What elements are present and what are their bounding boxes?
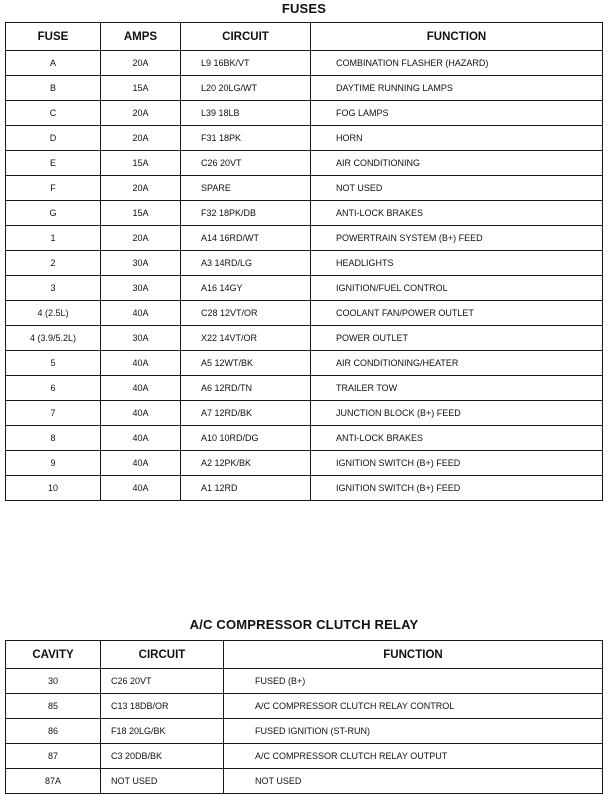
amps-column-header: AMPS [101,23,181,51]
circuit-cell: L20 20LG/WT [181,76,311,101]
fuse-row [6,376,603,401]
function-cell: DAYTIME RUNNING LAMPS [311,76,603,101]
fuse-row [6,101,603,126]
function-cell: NOT USED [311,176,603,201]
fuse-cell: G [6,201,101,226]
fuse-row [6,226,603,251]
relay-row [6,769,603,794]
circuit-cell: A2 12PK/BK [181,451,311,476]
fuse-column-header: FUSE [6,23,101,51]
function-cell: ANTI-LOCK BRAKES [311,201,603,226]
amps-cell: 20A [101,176,181,201]
fuse-row [6,176,603,201]
relay-function-cell: A/C COMPRESSOR CLUTCH RELAY CONTROL [224,694,603,719]
amps-cell: 20A [101,126,181,151]
amps-cell: 40A [101,301,181,326]
function-cell: COMBINATION FLASHER (HAZARD) [311,51,603,76]
fuse-row [6,76,603,101]
circuit-cell: L9 16BK/VT [181,51,311,76]
relay-row [6,719,603,744]
fuse-cell: 10 [6,476,101,501]
relay-circuit-cell: C3 20DB/BK [101,744,224,769]
amps-cell: 15A [101,201,181,226]
amps-cell: 40A [101,476,181,501]
relay-function-cell: FUSED (B+) [224,669,603,694]
circuit-cell: A3 14RD/LG [181,251,311,276]
amps-cell: 40A [101,426,181,451]
fuse-cell: 2 [6,251,101,276]
cavity-cell: 86 [6,719,101,744]
fuse-cell: 9 [6,451,101,476]
fuse-cell: F [6,176,101,201]
fuse-row [6,351,603,376]
fuse-cell: E [6,151,101,176]
function-cell: IGNITION/FUEL CONTROL [311,276,603,301]
function-cell: TRAILER TOW [311,376,603,401]
relay-function-cell: A/C COMPRESSOR CLUTCH RELAY OUTPUT [224,744,603,769]
fuse-cell: 1 [6,226,101,251]
relay-row [6,669,603,694]
relay-circuit-cell: C26 20VT [101,669,224,694]
fuse-row [6,426,603,451]
function-cell: IGNITION SWITCH (B+) FEED [311,476,603,501]
circuit-cell: A16 14GY [181,276,311,301]
circuit-cell: A5 12WT/BK [181,351,311,376]
fuse-row [6,451,603,476]
fuse-cell: C [6,101,101,126]
amps-cell: 40A [101,451,181,476]
cavity-cell: 87A [6,769,101,794]
fuses-table [5,22,603,501]
relay-table [5,640,603,794]
function-cell: FOG LAMPS [311,101,603,126]
relay-header-row [6,641,603,669]
amps-cell: 30A [101,326,181,351]
relay-circuit-cell: C13 18DB/OR [101,694,224,719]
cavity-column-header: CAVITY [6,641,101,669]
circuit-cell: X22 14VT/OR [181,326,311,351]
fuse-row [6,251,603,276]
fuse-cell: 5 [6,351,101,376]
fuse-cell: 7 [6,401,101,426]
function-cell: POWERTRAIN SYSTEM (B+) FEED [311,226,603,251]
fuse-cell: 6 [6,376,101,401]
function-column-header: FUNCTION [311,23,603,51]
amps-cell: 40A [101,351,181,376]
relay-function-cell: NOT USED [224,769,603,794]
fuse-cell: B [6,76,101,101]
relay-title: A/C COMPRESSOR CLUTCH RELAY [189,617,419,632]
circuit-cell: A6 12RD/TN [181,376,311,401]
amps-cell: 15A [101,151,181,176]
function-cell: POWER OUTLET [311,326,603,351]
amps-cell: 15A [101,76,181,101]
fuse-row [6,276,603,301]
fuse-cell: 4 (3.9/5.2L) [6,326,101,351]
relay-circuit-column-header: CIRCUIT [101,641,224,669]
amps-cell: 20A [101,226,181,251]
relay-circuit-cell: F18 20LG/BK [101,719,224,744]
fuse-cell: D [6,126,101,151]
function-cell: JUNCTION BLOCK (B+) FEED [311,401,603,426]
circuit-cell: F31 18PK [181,126,311,151]
fuse-row [6,476,603,501]
amps-cell: 20A [101,51,181,76]
fuse-row [6,51,603,76]
fuse-row [6,401,603,426]
circuit-cell: SPARE [181,176,311,201]
cavity-cell: 87 [6,744,101,769]
circuit-cell: C28 12VT/OR [181,301,311,326]
relay-circuit-cell: NOT USED [101,769,224,794]
function-cell: HEADLIGHTS [311,251,603,276]
fuses-title: FUSES [281,1,327,16]
circuit-cell: F32 18PK/DB [181,201,311,226]
fuse-cell: 8 [6,426,101,451]
function-cell: AIR CONDITIONING [311,151,603,176]
fuse-cell: A [6,51,101,76]
circuit-cell: L39 18LB [181,101,311,126]
circuit-cell: A10 10RD/DG [181,426,311,451]
function-cell: AIR CONDITIONING/HEATER [311,351,603,376]
relay-function-column-header: FUNCTION [224,641,603,669]
amps-cell: 30A [101,251,181,276]
fuse-row [6,126,603,151]
function-cell: ANTI-LOCK BRAKES [311,426,603,451]
function-cell: IGNITION SWITCH (B+) FEED [311,451,603,476]
fuse-cell: 3 [6,276,101,301]
circuit-cell: A14 16RD/WT [181,226,311,251]
fuse-row [6,151,603,176]
relay-row [6,694,603,719]
fuse-row [6,301,603,326]
fuse-cell: 4 (2.5L) [6,301,101,326]
amps-cell: 20A [101,101,181,126]
relay-row [6,744,603,769]
fuse-row [6,326,603,351]
amps-cell: 40A [101,376,181,401]
cavity-cell: 85 [6,694,101,719]
circuit-column-header: CIRCUIT [181,23,311,51]
circuit-cell: A7 12RD/BK [181,401,311,426]
cavity-cell: 30 [6,669,101,694]
circuit-cell: C26 20VT [181,151,311,176]
fuses-header-row [6,23,603,51]
amps-cell: 40A [101,401,181,426]
function-cell: COOLANT FAN/POWER OUTLET [311,301,603,326]
amps-cell: 30A [101,276,181,301]
circuit-cell: A1 12RD [181,476,311,501]
fuse-row [6,201,603,226]
function-cell: HORN [311,126,603,151]
relay-function-cell: FUSED IGNITION (ST-RUN) [224,719,603,744]
